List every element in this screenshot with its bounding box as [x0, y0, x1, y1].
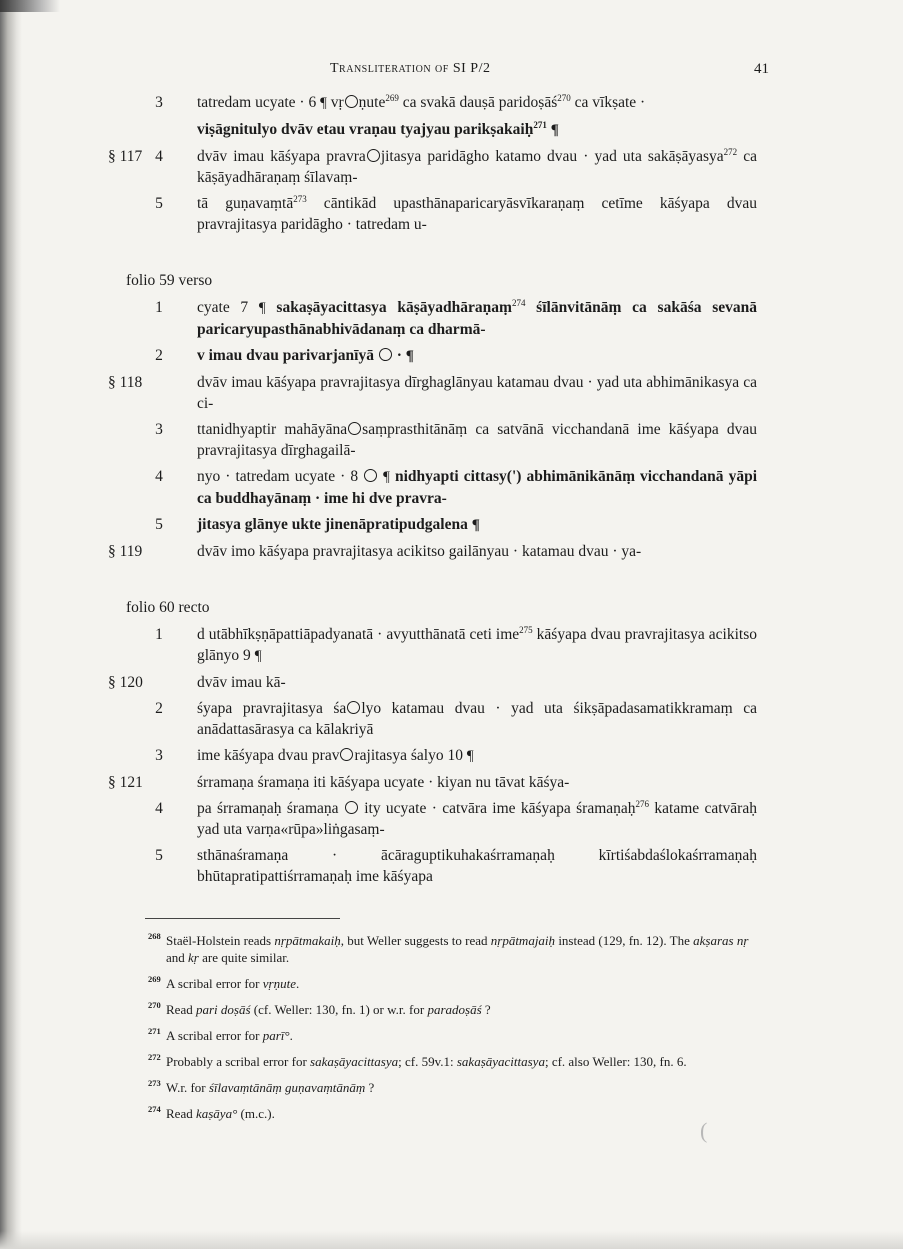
- text-run: dvāv imau kāśyapa pravra: [197, 148, 366, 165]
- pilcrow-mark: ¶: [258, 300, 266, 316]
- line-text: [197, 745, 757, 767]
- text-run: Staël-Holstein reads: [166, 933, 275, 948]
- text-run: jitasya glānye ukte jinenāpratipudgalena: [197, 516, 472, 533]
- lacuna-circle-icon: [379, 348, 392, 361]
- text-run: .: [295, 976, 300, 991]
- line-number: 5: [155, 847, 163, 864]
- text-line: [0, 372, 903, 414]
- line-number: 4: [155, 468, 163, 485]
- footnote-number: 269: [148, 974, 161, 984]
- text-block-folio-60-recto: [0, 624, 903, 887]
- line-number: 5: [155, 195, 163, 212]
- italic-term: śīlavaṃtānāṃ guṇavaṃtānāṃ: [208, 1080, 366, 1095]
- text-run: (m.c.).: [237, 1106, 275, 1121]
- text-line: [0, 514, 903, 536]
- text-line: [0, 345, 903, 367]
- text-line: [0, 419, 903, 461]
- line-text: [197, 798, 757, 840]
- text-line: [0, 624, 903, 667]
- text-block-folio-59-recto-end: [0, 92, 903, 235]
- italic-term: nṛpātmakaiḥ: [274, 933, 341, 948]
- text-run: .: [289, 1028, 293, 1043]
- text-line: [0, 193, 903, 235]
- footnote-text: [166, 1106, 275, 1121]
- line-text: [197, 297, 757, 340]
- section-number: § 121: [108, 774, 143, 791]
- footnote-ref: 275: [519, 624, 533, 635]
- line-text: [197, 845, 757, 887]
- section-number: § 120: [108, 674, 143, 691]
- footnote-number: 273: [148, 1078, 161, 1088]
- lacuna-circle-icon: [347, 701, 360, 714]
- footnote-number: 268: [148, 931, 161, 941]
- text-run: ity ucyate · catvāra ime kāśyapa śramaṇaḥ: [358, 800, 636, 817]
- text-run: dvāv imau kāśyapa pravrajitasya dīrghaglānyau katamau dvau · yad uta abhimānikasya ca ci-: [197, 374, 757, 412]
- text-run: tā guṇavaṃtā: [197, 195, 294, 212]
- folio-heading-60-recto: folio 60 recto: [126, 599, 210, 616]
- text-run: ttanidhyaptir mahāyāna: [197, 421, 348, 438]
- italic-term: vṛṇute: [262, 976, 296, 991]
- section-number: § 118: [108, 374, 143, 391]
- text-run: ca svakā dauṣā paridoṣāś: [398, 94, 558, 111]
- section-number: § 117: [108, 148, 143, 165]
- text-line: [0, 466, 903, 509]
- text-line: [0, 698, 903, 740]
- text-run: katame catvāraḥ yad uta varṇa«rūpa»liṅgasaṃ-: [197, 800, 757, 838]
- line-number: 2: [155, 700, 163, 717]
- text-run: and: [166, 950, 189, 965]
- text-line: [0, 92, 903, 114]
- running-title: Transliteration of SI P/2: [330, 61, 491, 76]
- text-line: [0, 845, 903, 887]
- italic-term: kṛ: [188, 950, 199, 965]
- page-header: [0, 61, 903, 83]
- line-text: [197, 193, 757, 235]
- footnote-ref: 269: [385, 92, 399, 103]
- section-number: § 119: [108, 543, 143, 560]
- italic-term: sakaṣāyacittasya: [310, 1054, 399, 1069]
- footnote-text: [166, 1028, 293, 1043]
- lacuna-circle-icon: [367, 149, 380, 162]
- line-number: 2: [155, 347, 163, 364]
- footnote: [148, 932, 768, 966]
- text-run: tatredam ucyate · 6: [197, 94, 321, 111]
- transliteration-body: [0, 92, 903, 892]
- line-number: 1: [155, 299, 163, 316]
- italic-term: kaṣāya°: [195, 1106, 238, 1121]
- text-run: vṛ: [326, 94, 344, 111]
- folio-heading-59-verso: folio 59 verso: [126, 272, 213, 289]
- lacuna-circle-icon: [340, 748, 353, 761]
- text-line: [0, 146, 903, 188]
- line-text: [197, 419, 757, 461]
- text-run: ·: [392, 347, 406, 364]
- footnote-number: 270: [148, 1000, 161, 1010]
- emphasis-text: nidhyapti cittasy(') abhimānikānāṃ vicchandanā yāpi ca buddhayānaṃ · ime hi dve pravra-: [197, 468, 757, 507]
- italic-term: parī°: [262, 1028, 290, 1043]
- pilcrow-mark: ¶: [466, 748, 474, 764]
- text-line: [0, 672, 903, 693]
- text-run: (cf. Weller: 130, fn. 1) or w.r. for: [250, 1002, 428, 1017]
- text-run: ; cf. also Weller: 130, fn. 6.: [544, 1054, 687, 1069]
- italic-term: sakaṣāyacittasya: [456, 1054, 545, 1069]
- line-number: 3: [155, 94, 163, 111]
- text-run: rajitasya śalyo 10: [354, 747, 467, 764]
- italic-term: nṛpātmajaiḥ: [490, 933, 556, 948]
- text-run: lyo katamau dvau · yad uta śikṣāpadasamatikkramaṃ ca anādattasārasya ca kālakriyā: [197, 700, 757, 738]
- footnote-ref: 276: [635, 798, 650, 809]
- text-run: ca vīkṣate ·: [570, 94, 646, 111]
- binding-corner-shadow: [0, 0, 60, 12]
- text-run: ; cf. 59v.1:: [398, 1054, 457, 1069]
- text-run: v imau dvau parivarjanīyā: [197, 347, 378, 364]
- text-run: ime kāśyapa dvau prav: [197, 747, 340, 764]
- lacuna-circle-icon: [345, 95, 358, 108]
- italic-term: nṛ: [736, 933, 749, 948]
- text-run: A scribal error for: [166, 976, 263, 991]
- line-text: [197, 541, 757, 562]
- text-run: ?: [481, 1002, 491, 1017]
- footnote: [148, 975, 768, 992]
- emphasis-text: śīlānvitānāṃ ca sakāśa sevanā paricaryupasthānabhivādanaṃ ca dharmā-: [197, 299, 757, 338]
- footnote: [148, 1001, 768, 1018]
- line-number: 5: [155, 516, 163, 533]
- pilcrow-mark: ¶: [550, 122, 559, 138]
- text-run: ?: [365, 1080, 375, 1095]
- line-number: 3: [155, 747, 163, 764]
- line-text: [197, 772, 757, 793]
- lacuna-circle-icon: [364, 469, 377, 482]
- footnote-number: 272: [148, 1052, 161, 1062]
- text-line: [0, 772, 903, 793]
- text-run: ṇute: [358, 94, 386, 111]
- page-number: 41: [754, 61, 769, 77]
- line-number: 4: [155, 148, 163, 165]
- line-text: [197, 345, 757, 367]
- text-run: kāśyapa dvau pravrajitasya acikitso glānyo 9: [197, 626, 757, 664]
- text-run: Read: [166, 1002, 196, 1017]
- text-run: A scribal error for: [166, 1028, 263, 1043]
- lacuna-circle-icon: [345, 801, 358, 814]
- line-text: [197, 672, 757, 693]
- footnote-text: [166, 933, 748, 965]
- text-run: pa śrramaṇaḥ śramaṇa: [197, 800, 344, 817]
- footnote-ref: 273: [293, 193, 307, 204]
- line-text: [197, 514, 757, 536]
- pilcrow-mark: ¶: [405, 348, 414, 364]
- text-run: Probably a scribal error for: [166, 1054, 311, 1069]
- line-text: [197, 624, 757, 667]
- line-text: [197, 146, 757, 188]
- pilcrow-mark: ¶: [254, 648, 262, 664]
- pilcrow-mark: ¶: [320, 95, 327, 111]
- text-run: śyapa pravrajitasya śa: [197, 700, 347, 717]
- footnote-rule: [145, 918, 340, 919]
- page-bottom-shade: [0, 1231, 903, 1249]
- text-run: cyate 7: [197, 299, 259, 316]
- footnote: [148, 1079, 768, 1096]
- text-line: [0, 541, 903, 562]
- footnote-text: [166, 1080, 374, 1095]
- text-run: dvāv imau kā-: [197, 674, 286, 691]
- margin-pencil-mark: (: [700, 1118, 708, 1143]
- lacuna-circle-icon: [348, 422, 361, 435]
- line-text: [197, 698, 757, 740]
- text-run: saṃprasthitānāṃ ca satvānā vicchandanā ime kāśyapa dvau pravrajitasya dīrghagailā-: [197, 421, 757, 459]
- line-text: [197, 372, 757, 414]
- footnote: [148, 1053, 768, 1070]
- text-line: [0, 745, 903, 767]
- footnote-ref: 272: [723, 146, 738, 157]
- line-number: 4: [155, 800, 163, 817]
- line-text: [197, 92, 757, 114]
- footnote-text: [166, 1054, 687, 1069]
- pilcrow-mark: ¶: [383, 469, 390, 485]
- text-run: nyo · tatredam ucyate · 8: [197, 468, 364, 485]
- footnote-ref: 271: [533, 119, 547, 130]
- emphasis-text: sakaṣāyacittasya kāṣāyadhāraṇaṃ: [265, 299, 512, 316]
- text-run: instead (129, fn. 12). The: [555, 933, 694, 948]
- text-line: [0, 119, 903, 141]
- footnote-number: 274: [148, 1104, 161, 1114]
- text-line: [0, 297, 903, 340]
- line-text: [197, 119, 757, 141]
- footnote-number: 271: [148, 1026, 161, 1036]
- line-text: [197, 466, 757, 509]
- footnote-ref: 274: [511, 297, 526, 308]
- italic-term: akṣaras: [693, 933, 734, 948]
- text-run: dvāv imo kāśyapa pravrajitasya acikitso gailānyau · katamau dvau · ya-: [197, 543, 642, 560]
- text-run: sthānaśramaṇa · ācāraguptikuhakaśrramaṇaḥ kīrtiśabdaślokaśrramaṇaḥ bhūtapratipattiśrramaṇaḥ ime kāśyapa: [197, 847, 757, 885]
- text-run: W.r. for: [166, 1080, 209, 1095]
- text-run: viṣāgnitulyo dvāv etau vraṇau tyajyau parikṣakaiḥ: [197, 121, 534, 138]
- text-line: [0, 798, 903, 840]
- text-run: jitasya paridāgho katamo dvau · yad uta sakāṣāyasya: [380, 148, 724, 165]
- footnote: [148, 1105, 768, 1122]
- text-run: , but Weller suggests to read: [340, 933, 491, 948]
- line-number: 1: [155, 626, 163, 643]
- text-run: d utābhīkṣṇāpattiāpadyanatā · avyutthānatā ceti ime: [197, 626, 520, 643]
- text-run: śrramaṇa śramaṇa iti kāśyapa ucyate · kiyan nu tāvat kāśya-: [197, 774, 570, 791]
- footnote-text: [166, 976, 299, 991]
- pilcrow-mark: ¶: [471, 517, 480, 533]
- text-run: Read: [166, 1106, 196, 1121]
- footnote-text: [166, 1002, 491, 1017]
- text-block-folio-59-verso: [0, 297, 903, 562]
- footnote: [148, 1027, 768, 1044]
- italic-term: paradoṣāś: [427, 1002, 482, 1017]
- text-run: cāntikād upasthānaparicaryāsvīkaraṇaṃ cetīme kāśyapa dvau pravrajitasya paridāgho · tatredam u-: [197, 195, 757, 233]
- text-run: are quite similar.: [198, 950, 290, 965]
- text-run: ca kāṣāyadhāraṇaṃ śīlavaṃ-: [197, 148, 757, 186]
- footnote-ref: 270: [557, 92, 571, 103]
- italic-term: pari doṣāś: [195, 1002, 251, 1017]
- line-number: 3: [155, 421, 163, 438]
- footnotes: [148, 932, 768, 1131]
